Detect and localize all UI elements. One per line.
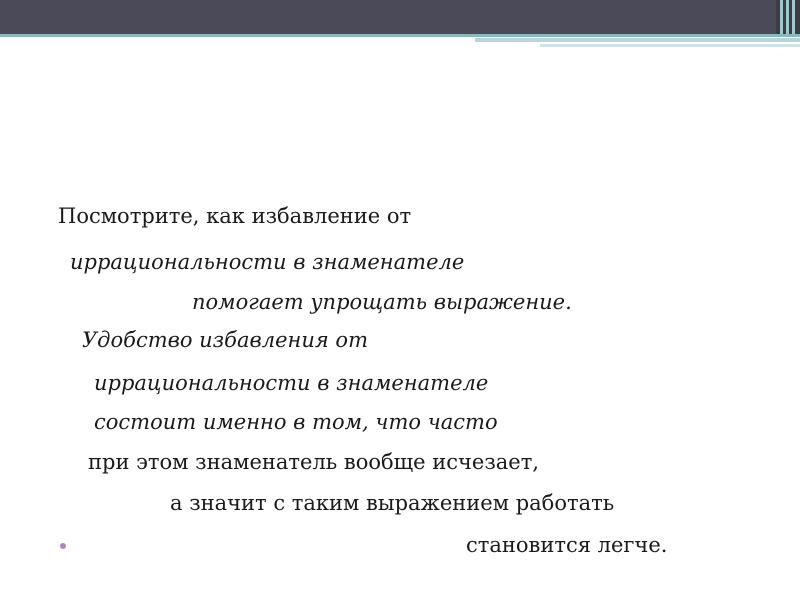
- corner-stripe: [792, 0, 795, 34]
- text-line-1: Посмотрите, как избавление от: [58, 204, 412, 228]
- corner-accent: [776, 0, 800, 34]
- bullet-icon: [60, 543, 66, 549]
- text-line-7: при этом знаменатель вообще исчезает,: [88, 450, 540, 474]
- text-line-3: помогает упрощать выражение.: [192, 290, 572, 314]
- divider-line-accent-light: [540, 44, 800, 47]
- text-line-6: состоит именно в том, что часто: [94, 410, 498, 434]
- text-line-2: иррациональности в знаменателе: [70, 250, 465, 274]
- text-line-9: становится легче.: [466, 533, 668, 557]
- top-banner: [0, 0, 776, 34]
- divider-line: [0, 34, 800, 37]
- text-line-4: Удобство избавления от: [82, 328, 368, 352]
- divider-line-accent: [475, 38, 800, 42]
- corner-stripe: [786, 0, 789, 34]
- text-line-5: иррациональности в знаменателе: [94, 371, 489, 395]
- corner-stripe: [780, 0, 783, 34]
- text-line-8: а значит с таким выражением работать: [170, 491, 615, 515]
